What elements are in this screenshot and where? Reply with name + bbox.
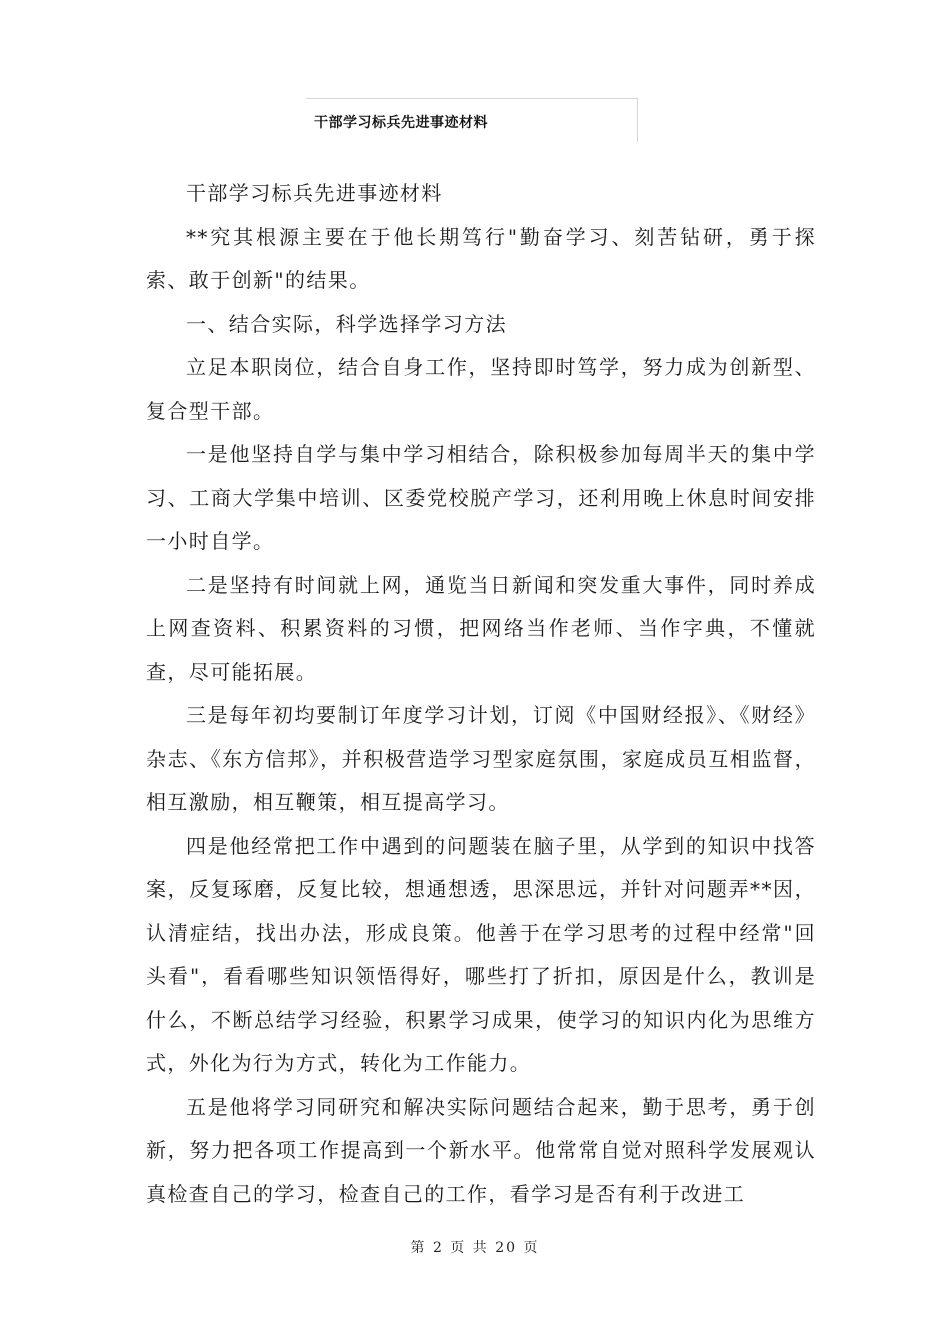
page-number: 第 2 页 共 20 页: [410, 1240, 540, 1256]
paragraph-point-5: 五是他将学习同研究和解决实际问题结合起来，勤于思考，勇于创新，努力把各项工作提高到一个新水平。他常常自觉对照科学发展观认真检查自己的学习，检查自己的工作，看学习是否有利于改进工: [146, 1094, 816, 1206]
running-header: [306, 98, 638, 142]
paragraph-summary: 立足本职岗位，结合自身工作，坚持即时笃学，努力成为创新型、复合型干部。: [146, 355, 816, 423]
paragraph-intro: **究其根源主要在于他长期笃行"勤奋学习、刻苦钻研，勇于探索、敢于创新"的结果。: [146, 224, 816, 292]
paragraph-point-1: 一是他坚持自学与集中学习相结合，除积极参加每周半天的集中学习、工商大学集中培训、区委党校脱产学习，还利用晚上休息时间安排一小时自学。: [146, 442, 816, 553]
paragraph-point-4: 四是他经常把工作中遇到的问题装在脑子里，从学到的知识中找答案，反复琢磨，反复比较，想通想透，思深思远，并针对问题弄**因，认清症结，找出办法，形成良策。他善于在学习思考的过程中经常"回头看"，看看哪些知识领悟得好，哪些打了折扣，原因是什么，教训是什么，不断总结学习经验，积累学习成果，使学习的知识内化为思维方式，外化为行为方式，转化为工作能力。: [146, 833, 816, 1075]
paragraph-point-2: 二是坚持有时间就上网，通览当日新闻和突发重大事件，同时养成上网查资料、积累资料的习惯，把网络当作老师、当作字典，不懂就查，尽可能拓展。: [146, 572, 816, 684]
header-title: 干部学习标兵先进事迹材料: [314, 115, 488, 131]
paragraph-point-3: 三是每年初均要制订年度学习计划，订阅《中国财经报》、《财经》杂志、《东方信邦》，并积极营造学习型家庭氛围，家庭成员互相监督，相互激励，相互鞭策，相互提高学习。: [146, 703, 816, 814]
document-body: [146, 172, 816, 1216]
paragraph-doc-title: 干部学习标兵先进事迹材料: [186, 181, 443, 205]
section-heading: 一、结合实际，科学选择学习方法: [186, 311, 507, 336]
